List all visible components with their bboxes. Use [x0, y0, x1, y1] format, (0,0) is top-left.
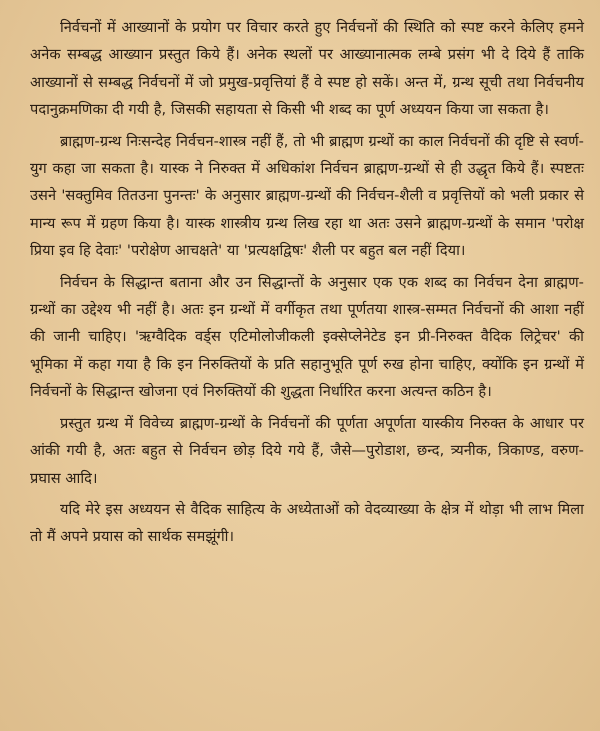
paragraph-5: यदि मेरे इस अध्ययन से वैदिक साहित्य के अध्येताओं को वेदव्याख्या के क्षेत्र में थोड़ा भी लाभ मिला तो मैं अपने प्रयास को सार्थक समझूंगी। — [30, 500, 584, 546]
paragraph-2: ब्राह्मण-ग्रन्थ निःसन्देह निर्वचन-शास्त्र नहीं हैं, तो भी ब्राह्मण ग्रन्थों का काल निर्वचनों की दृष्टि से स्वर्ण-युग कहा जा सकता है। यास्क ने निरुक्त में अधिकांश निर्वचन ब्राह्मण-ग्रन्थों से ही उद्धृत किये हैं। स्पष्टतः उसने 'सक्तुमिव तितउना पुनन्तः' के अनुसार ब्राह्मण-ग्रन्थों की निर्वचन-शैली व प्रवृत्तियों को भली प्रकार से मान्य रूप में ग्रहण किया है। यास्क शास्त्रीय ग्रन्थ लिख रहा था अतः उसने ब्राह्मण-ग्रन्थों के समान 'परोक्ष प्रिया इव हि देवाः' 'परोक्षेण आचक्षते' या 'प्रत्यक्षद्विषः' शैली पर बहुत बल नहीं दिया। — [30, 132, 584, 260]
paragraph-3: निर्वचन के सिद्धान्त बताना और उन सिद्धान्तों के अनुसार एक एक शब्द का निर्वचन देना ब्राह्मण-ग्रन्थों का उद्देश्य भी नहीं है। अतः इन ग्रन्थों में वर्गीकृत तथा पूर्णतया शास्त्र-सम्मत निर्वचनों की आशा नहीं की जानी चाहिए। 'ऋग्वैदिक वर्ड्स एटिमोलोजीकली इक्सेप्लेनेटेड इन प्री-निरुक्त वैदिक लिट्रेचर' की भूमिका में कहा गया है कि इन निरुक्तियों के प्रति सहानुभूति पूर्ण रुख होना चाहिए, क्योंकि इन ग्रन्थों में निर्वचनों के सिद्धान्त खोजना एवं निरुक्तियों की शुद्धता निर्धारित करना अत्यन्त कठिन है। — [30, 273, 584, 401]
paragraph-4: प्रस्तुत ग्रन्थ में विवेच्य ब्राह्मण-ग्रन्थों के निर्वचनों की पूर्णता अपूर्णता यास्कीय निरुक्त के आधार पर आंकी गयी है, अतः बहुत से निर्वचन छोड़ दिये गये हैं, जैसे—पुरोडाश, छन्द, त्र्यनीक, त्रिकाण्ड, वरुण-प्रघास आदि। — [30, 414, 584, 487]
paragraph-1: निर्वचनों में आख्यानों के प्रयोग पर विचार करते हुए निर्वचनों की स्थिति को स्पष्ट करने केलिए हमने अनेक सम्बद्ध आख्यान प्रस्तुत किये हैं। अनेक स्थलों पर आख्यानात्मक लम्बे प्रसंग भी दे दिये हैं ताकि आख्यानों से सम्बद्ध निर्वचनों में जो प्रमुख-प्रवृत्तियां हैं वे स्पष्ट हो सकें। अन्त में, ग्रन्थ सूची तथा निर्वचनीय पदानुक्रमणिका दी गयी है, जिसकी सहायता से किसी भी शब्द का पूर्ण अध्ययन किया जा सकता है। — [30, 19, 584, 119]
